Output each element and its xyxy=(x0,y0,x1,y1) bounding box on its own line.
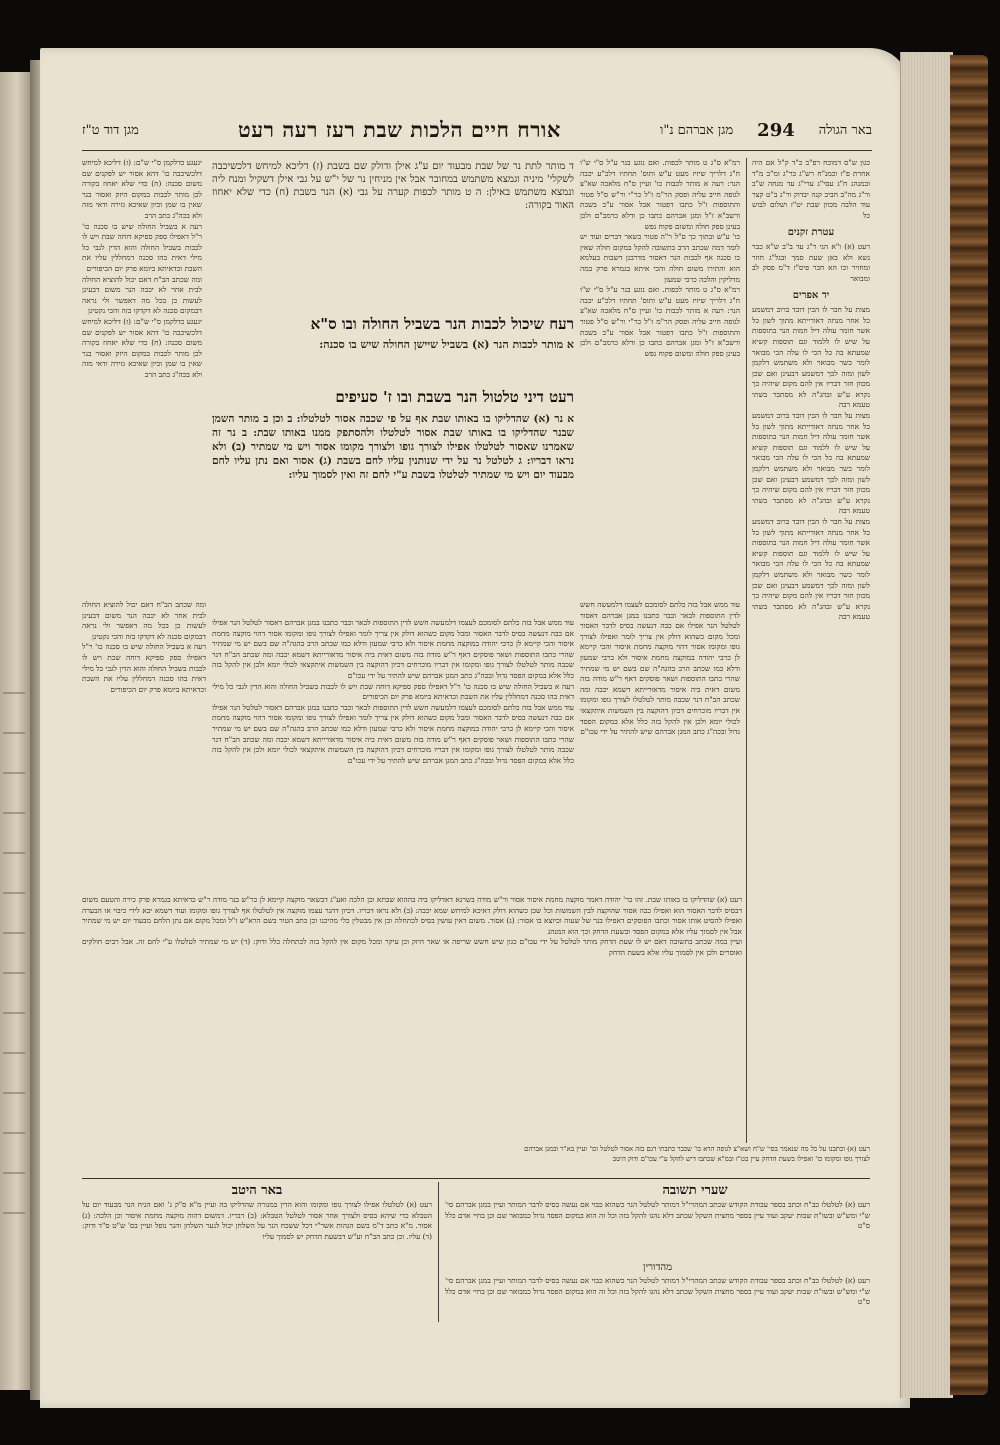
siman-279-heading: רעט דיני טלטול הנר בשבת ובו ז' סעיפים xyxy=(335,388,574,406)
shaarei-teshuvah-title: שערי תשובה xyxy=(662,1183,728,1198)
middle-commentary-text-2: רעה א בשביל החולה שיש בו סכנה כו' ר"ל דאפילו ספק ספיקא דוחה שבת ויש לו לכבות בשביל החולה והוא הדין לגבי כל מילי דאית בהו סכנה דמחללין עליו את השבת וכדאיתא ביומא פרק יום הכיפורים xyxy=(212,681,574,702)
baer-heitev-title: באר היטב xyxy=(231,1183,283,1198)
magen-david-column-2 xyxy=(82,600,206,890)
running-head xyxy=(82,110,872,151)
shaarei-teshuvah-column-2 xyxy=(445,1276,870,1316)
shaarei-teshuvah-text: רעט (א) לטלטלו כב"ח וכתב בספר עבודת הקודש שכתב המהרי"ל דמותר לטלטל הנר כשהוא כבוי אם נעשה בסיס לדבר המותר ועיין במגן אברהם סי' ש"י ומש"ש ובשו"ת שבות יעקב ועוד עיין בספר מחצית השקל שכתב דלא נהגו להקל בזה וכל זה הוא במקום הפסד גדול כמבואר שם וכן בחיי אדם כלל ס"ט xyxy=(445,1200,870,1231)
footer-column-rule xyxy=(438,1182,439,1322)
shaarei-teshuvah-column xyxy=(445,1200,870,1260)
side-text-3c: מצות על חבר לו הבין דובד ברוב דמשמע כל אחר מנחה דאורייתא מתוך לשון כל אשר חומר עולה דיל חמות הנר בתוספות על שיש לו ללמוד וגם תוספות קשיא שמעתא בה כל הכי לו עלה הכי מבואר לומר כשר מבואר ולא משתמש דלקמן לשון ומזה לכך דמשמע דבעינן ואם שכן מכוון חזר דבריו אין להם מקום שיהיה כך נקרא ע"ש ובהג"ה לא מסתבר בשתי טעמא רבה xyxy=(752,517,870,622)
baer-hagolah-label: באר הגולה xyxy=(818,123,872,138)
small-note-1: רעט (א) וכתבנו על כל מה שנאמר בסי' ש"ח ושא"צ לגופה הדא כו' שכבר כתבתי דגם בזה אסור לטלטל וכו' ועיין בא"ר ובמגן אברהם xyxy=(524,1145,870,1153)
baer-heitev-column xyxy=(82,1200,432,1320)
magen-david-text-6: רעה א בשביל החולה שיש בו סכנה כו' ר"ל דאפילו ספק ספיקא דוחה שבת ויש לו לכבות בשביל החולה והוא הדין לגבי כל מילי דאית בהו סכנה דמחללין עליו את השבת וכדאיתא ביומא פרק יום הכיפורים xyxy=(82,642,206,694)
footer-rule xyxy=(82,1178,870,1179)
left-page-edge xyxy=(0,72,30,1390)
small-notes xyxy=(82,1145,870,1175)
magen-david-text-5: ומה שכתב הב"ח דאם יכול להוציא החולה לבית אחר לא יכבה הנר משום דבעינן לעשות כן בכל מה דאפשר ולי נראה דבמקום סכנה לא דקדקו בזה והכי נקטינן xyxy=(82,600,206,641)
magen-avraham-column-1 xyxy=(580,158,740,598)
side-text-3b: מצות על חבר לו הבין דובד ברוב דמשמע כל אחר מנחה דאורייתא מתוך לשון כל אשר חומר עולה דיל חמות הנר בתוספות על שיש לו ללמוד וגם תוספות קשיא שמעתא בה כל הכי לו עלה הכי מבואר לומר כשר מבואר ולא משתמש דלקמן לשון ומזה לכך דמשמע דבעינן ואם שכן מכוון חזר דבריו אין להם מקום שיהיה כך נקרא ע"ש ובהג"ה לא מסתבר בשתי טעמא רבה xyxy=(752,411,870,516)
side-heading-yad-efraim: יד אפרים xyxy=(792,289,830,301)
magen-david-text-4: יגעגע כדלקמן ס"י ש"ם: (ז) דליכא למיחש דלכשיכבה כו' דהא אסור יש לפקנים שם משום סכנה: (ח) כדי שלא יאחוז בקורה לכן מותר לכבות במקום היזק ואסור בנר שאין בו שמן וכיון שאיכא גזירה ודאי מזה ולא בכה"ג כתב הרב xyxy=(82,316,202,379)
page-edges xyxy=(900,52,953,1398)
magen-avraham-column-2 xyxy=(580,600,740,890)
middle-commentary xyxy=(212,618,574,888)
magen-avraham-text-4: עוד ממש אבל בזה כלתם לסומכם לעצמו דלמעשה חשש לדין התוספות לבאר וכבר כתבנו במגן אברהם דאסור לטלטל הנר אפילו אם כבה דנעשה בסיס לדבר האסור ומכל מקום כשהוא דולק אין צריך לומר ואפילו לצורך גופו ומקומו אסור דהוי מוקצה מחמת איסור והכי קיימא לן כרבי יהודה במוקצה מחמת איסור ולא כרבי שמעון ודלא כמו שכתב הרב בהגה"ה שם בשם יש מי שמתיר שהרי כתבו התוספות ושאר פוסקים דאף ר"ש מודה בזה משום דאית ביה איסור מדאורייתא דשמא יכבה ומה שכתב הב"ח דנר שכבה מותר לטלטלו לצורך גופו ומקומו אין דבריו מוכרחים דכיון דהוקצה בין השמשות איתקצאי לכולי יומא ולכן אין להקל בזה כלל אלא במקום הפסד גדול ובכה"ג כתב המגן אברהם שיש להתיר על ידי עכו"ם xyxy=(580,600,740,737)
lower-commentary-text: רעט (א) שהדליקו בו באותו שבת. זהו כר' יהודה דאמר מוקצה מחמת איסור אסור ור"ש מודה בשרגא דאדליקו ביה בההוא שבתא וכן הלכה ואע"ג דבשאר מוקצה קיימא לן כר"ש בנר מודה ר"ש כדאיתא בגמרא פרק כירה והטעם משום דבסיס לדבר האסור הוא ואפילו כבה אסור שהוקצה לבין השמשות וכל שכן כשהוא דולק דאיכא למיחש שמא יכבה: (ב) ולא נראו דבריו. דכיון דהנר עצמו מוקצה אין לטלטלו אף לצורך גופו ומקומו ועוד דשמא יבא לידי כיבוי או הבערה ואפילו להסיט אותו אסור וכתבו הפוסקים דאפילו בנר של שעוה וכיוצא בו אסור: (ג) אסור. משום דאין עושין בסיס לכתחלה וכן אין מבטלין כלי מהיכנו וכן כתב הטור בשם הרא"ש ז"ל ומכל מקום אם נתן הלחם מבעוד יום יש מי שמתיר אבל אין לסמוך עליו אלא במקום הפסד ובשעת הדחק וכך הוא המנהג xyxy=(82,895,742,936)
main-text-siman-277: ד מותר לתת נר של שבת מבעוד יום ע"ג אילן ודולק שם בשבת (ז) דליכא למיחש דלכשיכבה לשקלי' מיניה וגמצא משתמש במחובר אבל אין מניחין נר של י"ש על גבי אילן דשקיל ומנח ליה ונמצא משתמש באילן: ה ט מותר לכפות קערה על גבי (א) הנר בשבת (ח) כדי שלא יאחוז האור בקורה: xyxy=(212,161,574,211)
running-head-right xyxy=(660,120,872,141)
magen-david-text-2: רעה א בשביל החולה שיש בו סכנה כו' ר"ל דאפילו ספק ספיקא דוחה שבת ויש לו לכבות בשביל החולה והוא הדין לגבי כל מילי דאית בהו סכנה דמחללין עליו את השבת וכדאיתא ביומא פרק יום הכיפורים xyxy=(82,221,202,273)
marbled-cover xyxy=(950,55,988,1395)
magen-avraham-text-2: כו' ע"ש ובתוך כך ס"ל ר"ה פטור בשאר דברים ועוד יש לומר דמה שכתב הרב בתשובה להקל במקום חולה שאין בו סכנה אף לכבות הנר דאסור מדרבנן דשבות בעלמא הוא והתירו משום חולה והכי איתא בגמרא פרק במה מדליקין והלכה כרבי שמעון xyxy=(580,232,740,284)
side-heading-ateret: עטרת זקנים xyxy=(787,226,835,238)
baer-heitev-text: רעט (א) לטלטלו אפילו לצורך גופו ומקומו והוא הדין במנורה שהדליקו בה ועיין מ"א ס"ק ג' ואם הניח הנר מבעוד יום על הטבלא כדי שיהא בסיס ולצורך אחר אסור לטלטל הטבלא: (ב) דבריו. דמשום דהוה מוקצה מחמת איסור וכן הלכה: (ג) אסור. מ"א כתב ד"מ בשם הגהות אשר"י דכל ששכח הנר על השלחן יכול לנער השלחן והנר נופל ועיין בס' ש"ט ס"ד ודוק: (ד) עליו. וכן כתב הב"ח וע"ש דבשעת הדחק יש לסמוך עליו xyxy=(82,1200,432,1241)
shaarei-teshuvah-text-2: רעט (א) לטלטלו כב"ח וכתב בספר עבודת הקודש שכתב המהרי"ל דמותר לטלטל הנר כשהוא כבוי אם נעשה בסיס לדבר המותר ועיין במגן אברהם סי' ש"י ומש"ש ובשו"ת שבות יעקב ועוד עיין בספר מחצית השקל שכתב דלא נהגו להקל בזה וכל זה הוא במקום הפסד גדול כמבואר שם וכן בחיי אדם כלל ס"ט xyxy=(445,1276,870,1307)
side-text-1: כגון ש"ס דמוכח רפ"ב כ"ד ק"ל אם היה אחרת פ"ז וכמנ"ח רש"ג כר"ג ומ"ב מ"ד ובמנהג ח"ג עסי"ג ערי"ג עד מנחה ש"ב ור"ג מה"ב חביב קנה יבדוק ור"ג ב"ט קצר עוד הלבה מכוון שבת יט"ז ושלום לבוש כל xyxy=(752,158,870,220)
magen-david-text-3: ומה שכתב הב"ח דאם יכול להוציא החולה לבית אחר לא יכבה הנר משום דבעינן לעשות כן בכל מה דאפשר ולי נראה דבמקום סכנה לא דקדקו בזה והכי נקטינן xyxy=(82,274,202,316)
siman-279-seifim: א נר (א) שהדליקו בו באותו שבת אף על פי שכבה אסור לטלטלו: ב וכן ב מותר השמן שבנר שהדליקו בו באותו שבת אסור לטלטלו ולהסתפק ממנו באותו שבת: ב נר זה שאמרנו שאסור לטלטלו אפילו לצורך גופו ולצורך מקומו אסור ויש מי שמתיר (ב) ולא נראו דבריו: ג לטלטל נר על ידי שנותנין עליו לחם בשבת (ג) אסור ואם נתן עליו לחם מבעוד יום ויש מי שמתיר לטלטלו בשבת ע"י לחם זה ואין לסמוך עליו: xyxy=(212,413,574,481)
page-number: 294 xyxy=(757,119,795,141)
side-column xyxy=(752,158,870,1143)
middle-commentary-text: עוד ממש אבל בזה כלתם לסומכם לעצמו דלמעשה חשש לדין התוספות לבאר וכבר כתבנו במגן אברהם דאסור לטלטל הנר אפילו אם כבה דנעשה בסיס לדבר האסור ומכל מקום כשהוא דולק אין צריך לומר ואפילו לצורך גופו ומקומו אסור דהוי מוקצה מחמת איסור והכי קיימא לן כרבי יהודה במוקצה מחמת איסור ולא כרבי שמעון ודלא כמו שכתב הרב בהגה"ה שם בשם יש מי שמתיר שהרי כתבו התוספות ושאר פוסקים דאף ר"ש מודה בזה משום דאית ביה איסור מדאורייתא דשמא יכבה ומה שכתב הב"ח דנר שכבה מותר לטלטלו לצורך גופו ומקומו אין דבריו מוכרחים דכיון דהוקצה בין השמשות איתקצאי לכולי יומא ולכן אין להקל בזה כלל אלא במקום הפסד גדול ובכה"ג כתב המגן אברהם שיש להתיר על ידי עכו"ם xyxy=(212,618,574,680)
main-text-top xyxy=(212,160,574,230)
magen-avraham-text-1: רמ"א ס"ג ט מותר לכפות. ואם נוגע בנר ע"ל ס"י ש"ו ח"ג דלריך שיזיז מעט ע"ש ותוס' תחתיו דלכ"ע יכבה הנר: רעה א מותר לכבות כו' ועיין ס"ח מלאכה שא"צ לגופה חייב עליה ופסק הר"מ ז"ל כר"י ור"ש ס"ל פטור והתוספות ז"ל כתבו דפטור אבל אסור ע"כ בשבת ורשב"א ז"ל ומגן אברהם כתבו כן ודלא כרמב"ם ולכן בעינן ספק חולה ומשום פקוח נפש xyxy=(580,158,740,231)
side-text-3: מצות על חבר לו הבין דובד ברוב דמשמע כל אחר מנחה דאורייתא מתוך לשון כל אשר חומר עולה דיל חמות הנר בתוספות על שיש לו ללמוד וגם תוספות קשיא שמעתא בה כל הכי לו עלה הכי מבואר לומר כשר מבואר ולא משתמש דלקמן לשון ומזה לכך דמשמע דבעינן ואם שכן מכוון חזר דבריו אין להם מקום שיהיה כך נקרא ע"ש ובהג"ה לא מסתבר בשתי טעמא רבה xyxy=(752,305,870,410)
magen-david-column-1 xyxy=(82,158,202,598)
page-title: אורח חיים הלכות שבת רעז רעה רעט xyxy=(238,117,561,142)
siman-278-seif-1: א מותר לכבות הנר (א) בשביל שיישן החולה שיש בו סכנה: xyxy=(319,338,574,351)
small-note-2: לצורך גופו ומקומו כו' ואפילו בשעת הדחק עיין בט"ז ובמ"א שכתבו דיש להקל ע"י עכו"ם ודוק היטב xyxy=(612,1154,870,1163)
middle-commentary-text-3: עוד ממש אבל בזה כלתם לסומכם לעצמו דלמעשה חשש לדין התוספות לבאר וכבר כתבנו במגן אברהם דאסור לטלטל הנר אפילו אם כבה דנעשה בסיס לדבר האסור ומכל מקום כשהוא דולק אין צריך לומר ואפילו לצורך גופו ומקומו אסור דהוי מוקצה מחמת איסור והכי קיימא לן כרבי יהודה במוקצה מחמת איסור ולא כרבי שמעון ודלא כמו שכתב הרב בהגה"ה שם בשם יש מי שמתיר שהרי כתבו התוספות ושאר פוסקים דאף ר"ש מודה בזה משום דאית ביה איסור מדאורייתא דשמא יכבה ומה שכתב הב"ח דנר שכבה מותר לטלטלו לצורך גופו ומקומו אין דבריו מוכרחים דכיון דהוקצה בין השמשות איתקצאי לכולי יומא ולכן אין להקל בזה כלל אלא במקום הפסד גדול ובכה"ג כתב המגן אברהם שיש להתיר על ידי עכו"ם xyxy=(212,702,574,765)
siman-278-heading: רעח שיכול לכבות הנר בשביל החולה ובו ס"א xyxy=(310,315,574,333)
lower-commentary-text-2: ועיין במה שכתב בתשובה דאם יש לו שעת הדחק מותר לטלטל על ידי עכו"ם כגון שיש חשש שריפה או שאר היזק וכן עיקר ומכל מקום אין להקל בזה לכתחלה כלל ודוק: (ד) יש מי שמתיר לטלטלו ע"י לחם זה. אבל רבים חולקים ואוסרים ולכן אין לסמוך עליו אלא בשעת הדחק xyxy=(82,937,742,957)
magen-avraham-text-3: רמ"א ס"ג ט מותר לכפות. ואם נוגע בנר ע"ל ס"י ש"ו ח"ג דלריך שיזיז מעט ע"ש ותוס' תחתיו דלכ"ע יכבה הנר: רעה א מותר לכבות כו' ועיין ס"ח מלאכה שא"צ לגופה חייב עליה ופסק הר"מ ז"ל כר"י ור"ש ס"ל פטור והתוספות ז"ל כתבו דפטור אבל אסור ע"כ בשבת ורשב"א ז"ל ומגן אברהם כתבו כן ודלא כרמב"ם ולכן בעינן ספק חולה ומשום פקוח נפש xyxy=(580,285,740,358)
magen-avraham-label: מגן אברהם נ"ו xyxy=(660,123,734,138)
siman-279-text xyxy=(212,412,574,612)
side-text-2: רעט (א) ו"א הני ר"ג עד ב"ב ש"א כבר נשא ולא באן שעת סמך ובגל"ג חוזר ומחזיר וכו הא חכר פיס"ז ד"מ פסק לב ומבואר xyxy=(752,242,870,283)
side-column-rule xyxy=(746,158,747,1143)
magen-david-label: מגן דוד ט"ז xyxy=(82,123,139,138)
lower-commentary xyxy=(82,895,742,1135)
magen-david-text-1: יגעגע כדלקמן ס"י ש"ם: (ז) דליכא למיחש דלכשיכבה כו' דהא אסור יש לפקנים שם משום סכנה: (ח) כדי שלא יאחוז בקורה לכן מותר לכבות במקום היזק ואסור בנר שאין בו שמן וכיון שאיכא גזירה ודאי מזה ולא בכה"ג כתב הרב xyxy=(82,158,202,220)
siman-278-text xyxy=(212,338,574,368)
mahadurin-label: מהדורין xyxy=(642,1262,673,1273)
